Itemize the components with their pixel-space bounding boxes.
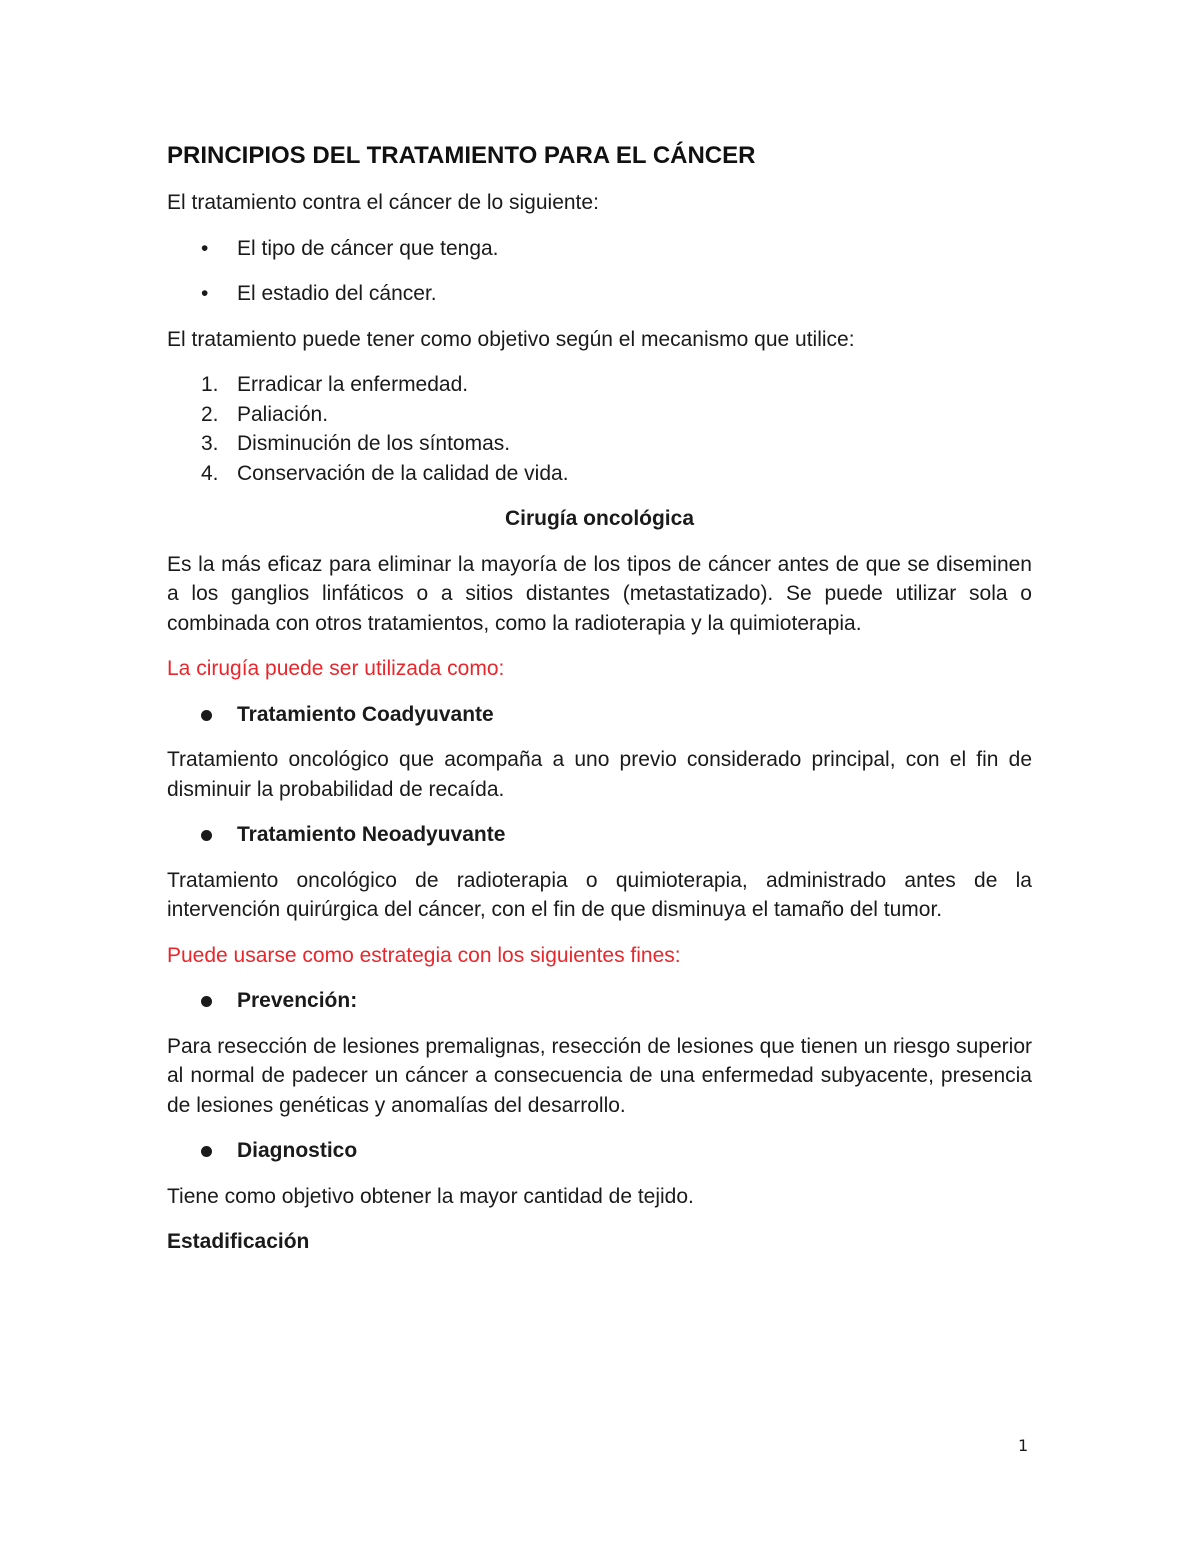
- list-item: [167, 429, 1032, 459]
- objectives-list: [167, 370, 1032, 488]
- intro-paragraph: El tratamiento contra el cáncer de lo siguiente:: [167, 191, 599, 214]
- list-item: [167, 370, 1032, 400]
- subsection-label: Tratamiento Neoadyuvante: [237, 823, 506, 846]
- filled-circle-bullet-icon: [201, 996, 212, 1007]
- subsection-label: Diagnostico: [237, 1139, 358, 1162]
- document-title: PRINCIPIOS DEL TRATAMIENTO PARA EL CÁNCER: [167, 142, 756, 169]
- strategy-list: [167, 1136, 1032, 1166]
- bullet-marker: •: [201, 236, 209, 260]
- strategy-list: [167, 986, 1032, 1016]
- list-item: [167, 1136, 1032, 1166]
- list-item-text: Erradicar la enfermedad.: [237, 373, 469, 396]
- list-item: [167, 700, 1032, 730]
- section-heading-surgery: Cirugía oncológica: [504, 507, 695, 530]
- bullet-marker: •: [201, 282, 209, 305]
- subsection-paragraph: Para resección de lesiones premalignas, resección de lesiones que tienen un riesgo superior al normal de padecer un cáncer a consecuencia de una enfermedad subyacente, presencia de lesiones genéticas y anomalías del desarrollo.: [167, 1034, 1032, 1117]
- surgery-uses-intro: La cirugía puede ser utilizada como:: [167, 657, 505, 680]
- surgery-description: Es la más eficaz para eliminar la mayoría de los tipos de cáncer antes de que se diseminen a los ganglios linfáticos o a sitios distantes (metastatizado). Se puede utilizar sola o combinada con otros tratamientos, como la radioterapia y la quimioterapia.: [167, 552, 1032, 635]
- number-marker: 4.: [201, 461, 219, 485]
- list-item: [167, 279, 1032, 309]
- strategy-intro: Puede usarse como estrategia con los siguientes fines:: [167, 943, 681, 967]
- list-item-text: Disminución de los síntomas.: [237, 432, 511, 455]
- number-marker: 1.: [201, 373, 219, 396]
- list-item-text: El tipo de cáncer que tenga.: [237, 236, 499, 260]
- subsection-paragraph: Tratamiento oncológico de radioterapia o quimioterapia, administrado antes de la intervención quirúrgica del cáncer, con el fin de que disminuya el tamaño del tumor.: [167, 868, 1032, 921]
- subsection-paragraph: Tratamiento oncológico que acompaña a uno previo considerado principal, con el fin de disminuir la probabilidad de recaída.: [167, 748, 1032, 801]
- number-marker: 3.: [201, 432, 219, 455]
- subsection-label: Tratamiento Coadyuvante: [237, 702, 494, 726]
- filled-circle-bullet-icon: [201, 1146, 212, 1157]
- list-item-text: El estadio del cáncer.: [237, 282, 437, 305]
- section-heading-staging: Estadificación: [167, 1230, 310, 1253]
- list-item: [167, 986, 1032, 1016]
- number-marker: 2.: [201, 402, 219, 426]
- page-content: [167, 138, 1032, 1273]
- factors-list: [167, 234, 1032, 309]
- page-number: 1: [1018, 1436, 1029, 1455]
- list-item-text: Paliación.: [237, 402, 329, 426]
- surgery-use-list: [167, 820, 1032, 850]
- surgery-use-list: [167, 700, 1032, 730]
- objective-intro-paragraph: El tratamiento puede tener como objetivo según el mecanismo que utilice:: [167, 327, 855, 351]
- list-item: [167, 234, 1032, 264]
- filled-circle-bullet-icon: [201, 710, 212, 721]
- subsection-paragraph: Tiene como objetivo obtener la mayor cantidad de tejido.: [167, 1184, 694, 1208]
- list-item: [167, 459, 1032, 489]
- filled-circle-bullet-icon: [201, 830, 212, 841]
- list-item: [167, 820, 1032, 850]
- list-item: [167, 400, 1032, 430]
- list-item-text: Conservación de la calidad de vida.: [237, 461, 569, 485]
- subsection-label: Prevención:: [237, 989, 358, 1012]
